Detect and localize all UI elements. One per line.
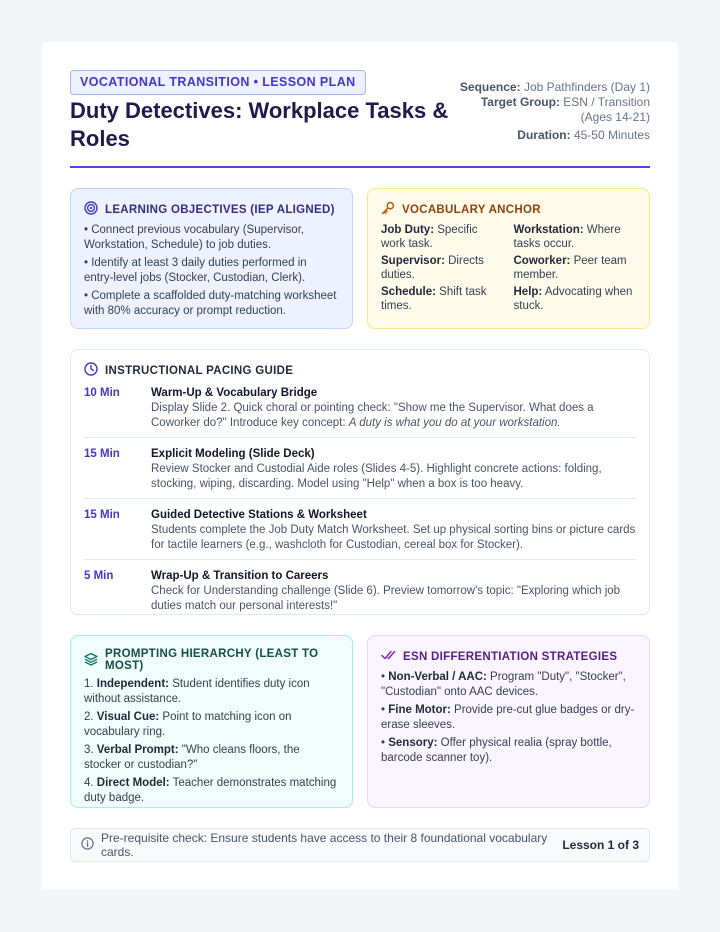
- prompt-number: 3.: [84, 744, 97, 756]
- vocab-term: Job Duty:: [381, 224, 435, 236]
- pacing-row: [84, 506, 636, 560]
- strategy-item: [381, 736, 636, 766]
- meta-target-group: [450, 95, 650, 125]
- prompt-number: 1.: [84, 678, 97, 690]
- pacing-description: [151, 401, 636, 431]
- objective-item: • Connect previous vocabulary (Supervisor, Workstation, Schedule) to job duties.: [84, 224, 305, 251]
- pacing-guide-card: [70, 349, 650, 615]
- lesson-counter: Lesson 1 of 3: [562, 838, 639, 852]
- vocabulary-grid: [381, 223, 636, 313]
- prompt-label: Independent:: [96, 678, 169, 690]
- pacing-text: Display Slide 2. Quick choral or pointing check: "Show me the Supervisor. What does a Coworker do?" Introduce key concept:: [151, 402, 594, 429]
- target-icon: [84, 201, 98, 218]
- pacing-row: [84, 384, 636, 438]
- vocab-definition: Directs duties.: [381, 255, 484, 281]
- pacing-emphasis: A duty is what you do at your workstation.: [348, 417, 561, 429]
- card-title: INSTRUCTIONAL PACING GUIDE: [105, 364, 294, 377]
- pacing-body: [151, 569, 636, 614]
- pacing-time: 5 Min: [84, 570, 114, 582]
- prompt-text: "Who cleans floors, the stocker or custodian?": [84, 744, 300, 771]
- pacing-title: Wrap-Up & Transition to Careers: [151, 570, 329, 582]
- meta-label: Target Group:: [480, 95, 560, 109]
- card-title: PROMPTING HIERARCHY (LEAST TO MOST): [105, 648, 319, 672]
- meta-sequence: [450, 80, 650, 95]
- card-heading: [381, 648, 636, 665]
- meta-label: Duration:: [517, 128, 571, 142]
- card-heading: [84, 362, 636, 379]
- strategy-text: Program "Duty", "Stocker", "Custodian" onto AAC devices.: [381, 671, 626, 698]
- strategy-text: Offer physical realia (spray bottle, barcode scanner toy).: [381, 737, 612, 764]
- prerequisite-note: [81, 831, 562, 859]
- strategy-label: Sensory:: [388, 737, 438, 749]
- bullet: •: [381, 737, 389, 749]
- vocab-term: Coworker:: [513, 255, 571, 267]
- objective-item: • Identify at least 3 daily duties performed in entry-level jobs (Stocker, Custodian, Clerk).: [84, 257, 307, 284]
- prompting-hierarchy-card: [70, 635, 353, 808]
- pacing-description: Review Stocker and Custodial Aide roles (Slides 4-5). Highlight concrete actions: folding, stocking, wiping, discarding. Model using "Help" when a box is too heavy.: [151, 463, 602, 490]
- vocab-item: [514, 254, 637, 282]
- pacing-time: 15 Min: [84, 448, 120, 460]
- prompt-text: Teacher demonstrates matching duty badge.: [84, 777, 337, 804]
- prompt-text: Student identifies duty icon without assistance.: [84, 678, 310, 705]
- page-title: Duty Detectives: Workplace Tasks & Roles: [70, 98, 449, 151]
- pacing-time: 10 Min: [84, 387, 120, 399]
- card-title: ESN DIFFERENTIATION STRATEGIES: [403, 650, 618, 663]
- prompt-level: [84, 677, 339, 707]
- learning-objectives-card: [70, 188, 353, 329]
- vocab-term: Workstation:: [513, 224, 584, 236]
- strategy-item: [381, 670, 636, 700]
- prompt-label: Direct Model:: [96, 777, 170, 789]
- pacing-title: Warm-Up & Vocabulary Bridge: [151, 387, 318, 399]
- layers-icon: [84, 652, 98, 669]
- vocab-item: [514, 223, 637, 251]
- strategy-item: [381, 703, 636, 733]
- prompt-number: 4.: [84, 777, 97, 789]
- double-check-icon: [381, 648, 396, 665]
- vocab-item: [381, 254, 504, 282]
- meta-label: Sequence:: [459, 80, 521, 94]
- vocab-item: [381, 223, 504, 251]
- pacing-row: [84, 567, 636, 620]
- meta-value: 45-50 Minutes: [573, 128, 650, 142]
- prompt-number: 2.: [84, 711, 97, 723]
- card-heading: [381, 201, 636, 218]
- prompt-label: Visual Cue:: [96, 711, 160, 723]
- prompt-level: [84, 743, 339, 773]
- pacing-description: Students complete the Job Duty Match Worksheet. Set up physical sorting bins or picture cards for tactile learners (e.g., washcloth for Custodian, cereal box for Stocker).: [151, 524, 636, 551]
- pacing-title: Explicit Modeling (Slide Deck): [151, 448, 315, 460]
- category-tag: VOCATIONAL TRANSITION • LESSON PLAN: [70, 70, 366, 95]
- objective-item: • Complete a scaffolded duty-matching worksheet with 80% accuracy or prompt reduction.: [84, 290, 337, 317]
- bullet: •: [381, 671, 389, 683]
- lesson-header: [70, 70, 650, 168]
- meta-value: ESN / Transition (Ages 14-21): [563, 95, 650, 124]
- meta-value: Job Pathfinders (Day 1): [523, 80, 650, 94]
- pacing-body: [151, 508, 636, 553]
- vocab-term: Help:: [513, 286, 543, 298]
- prompt-level: [84, 710, 339, 740]
- lesson-plan-page: [42, 42, 678, 889]
- card-title: LEARNING OBJECTIVES (IEP ALIGNED): [105, 203, 335, 216]
- card-heading: [84, 648, 339, 672]
- pacing-body: [151, 386, 636, 431]
- strategy-text: Provide pre-cut glue badges or dry-erase sleeves.: [381, 704, 635, 731]
- lesson-footer: [70, 828, 650, 862]
- note-text: Pre-requisite check: Ensure students have access to their 8 foundational vocabulary cards.: [101, 831, 548, 859]
- strategy-label: Non-Verbal / AAC:: [388, 671, 487, 683]
- vocab-definition: Shift task times.: [381, 286, 487, 312]
- strategy-label: Fine Motor:: [388, 704, 451, 716]
- vocab-item: [381, 285, 504, 313]
- prompt-text: Point to matching icon on vocabulary ring.: [84, 711, 292, 738]
- prompt-level: [84, 776, 339, 806]
- key-icon: [381, 201, 395, 218]
- vocab-definition: Peer team member.: [513, 255, 627, 281]
- card-heading: [84, 201, 339, 218]
- vocab-term: Schedule:: [381, 286, 436, 298]
- meta-duration: [450, 128, 650, 143]
- card-title: VOCABULARY ANCHOR: [402, 203, 541, 216]
- bullet: •: [381, 704, 389, 716]
- info-icon: [81, 837, 94, 853]
- vocab-definition: Where tasks occur.: [513, 224, 621, 250]
- vocab-definition: Specific work task.: [381, 224, 478, 250]
- page-content: [70, 70, 650, 859]
- prompt-label: Verbal Prompt:: [96, 744, 179, 756]
- pacing-body: [151, 447, 636, 492]
- vocab-term: Supervisor:: [381, 255, 445, 267]
- vocab-item: [514, 285, 637, 313]
- pacing-row: [84, 445, 636, 499]
- vocab-definition: Advocating when stuck.: [513, 286, 633, 312]
- clock-icon: [84, 362, 98, 379]
- pacing-description: Check for Understanding challenge (Slide 6). Preview tomorrow's topic: "Exploring which job duties match our personal interests!": [151, 585, 621, 612]
- pacing-title: Guided Detective Stations & Worksheet: [151, 509, 367, 521]
- pacing-time: 15 Min: [84, 509, 120, 521]
- lesson-meta: [450, 80, 650, 143]
- differentiation-card: [367, 635, 650, 808]
- vocabulary-anchor-card: [367, 188, 650, 329]
